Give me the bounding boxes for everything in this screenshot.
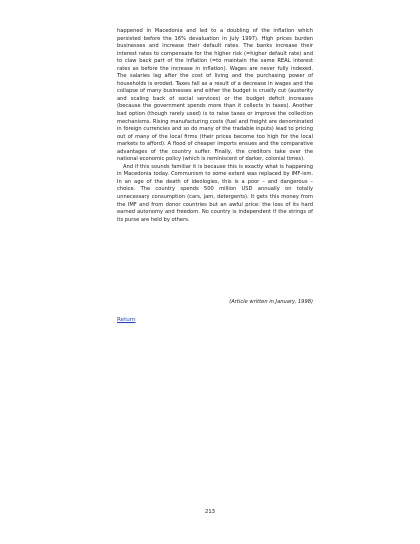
page-number: 213 [205, 509, 215, 515]
article-attribution: (Article written in January, 1998) [229, 299, 313, 305]
return-link[interactable]: Return [117, 317, 136, 323]
article-paragraph: happened in Macedonia and led to a doubling of the inflation which persisted before the 16% devaluation in July 1997). High prices burden businesses and increase their default rates. The banks increase their interest rates to compensate for the higher risk (=higher default rate) and to claw back part of the inflation (=to maintain the same REAL interest rates as before the increase in inflation). Wages are never fully indexed. The salaries lag after the cost of living and the purchasing power of households is eroded. Taxes fall as a result of a decrease in wages and the collapse of many businesses and either the budget is cruelly cut (austerity and scaling back of social services) or the budget deficit increases (because the government spends more than it collects in taxes). Another bad option (though rarely used) is to raise taxes or improve the collection mechanisms. Rising manufacturing costs (fuel and freight are denominated in foreign currencies and so do many of the tradable inputs) lead to pricing out of many of the local firms (their prices become too high for the local markets to afford). A flood of cheaper imports ensues and the comparative advantages of the country suffer. Finally, the creditors take over the national economic policy (which is reminiscent of darker, colonial times). [117, 28, 313, 163]
article-body [117, 28, 313, 224]
article-paragraph: And if this sounds familiar it is because this is exactly what is happening in Macedonia today. Communism to some extent was replaced by IMF-ism. In an age of the death of ideologies, this is a poor – and dangerous – choice. The country spends 500 million USD annually on totally unnecessary consumption (cars, jam, detergents). It gets this money from the IMF and from donor countries but an awful price: the loss of its hard earned autonomy and freedom. No country is independent if the strings of its purse are held by others. [117, 163, 313, 223]
